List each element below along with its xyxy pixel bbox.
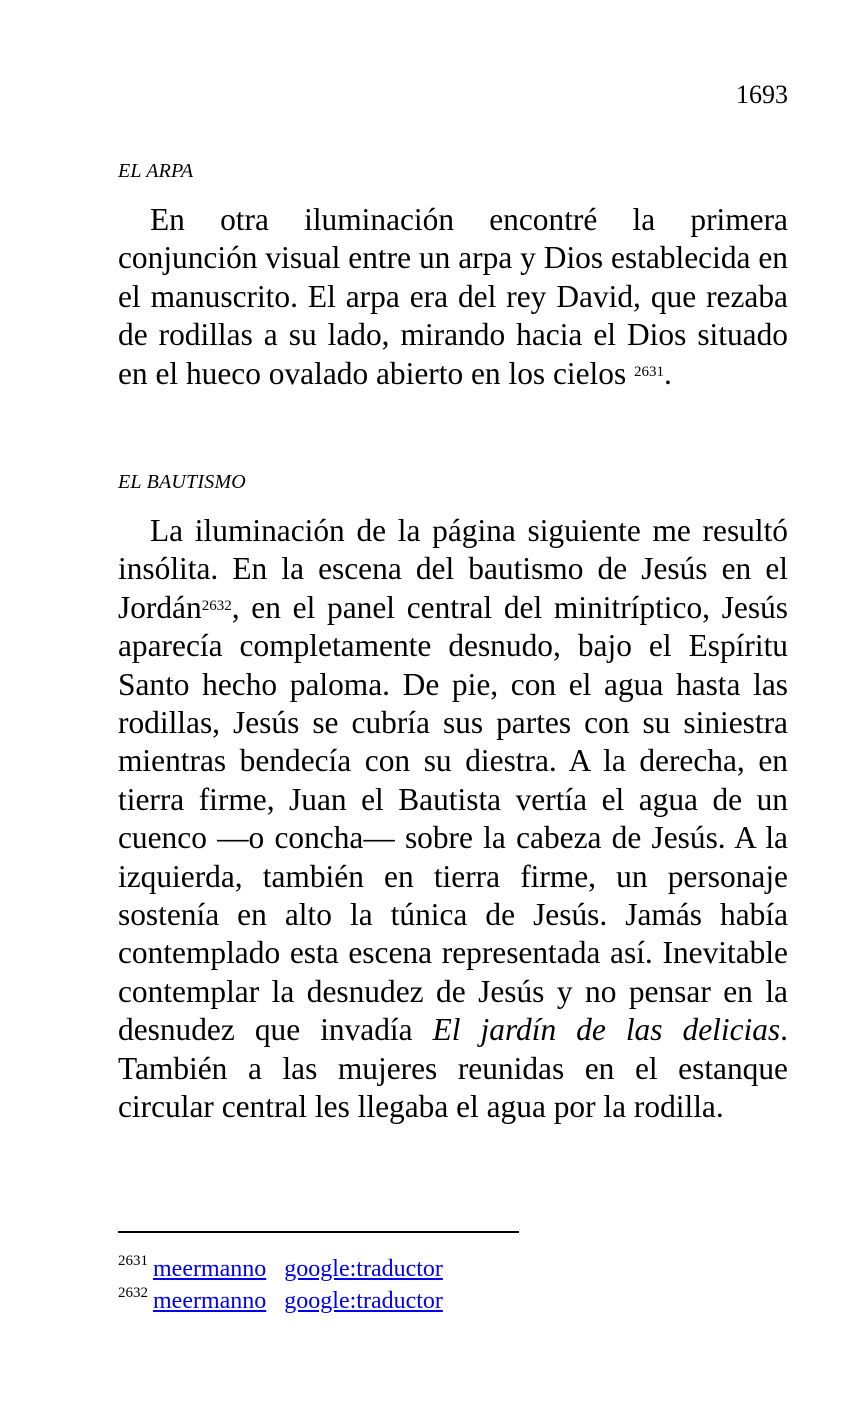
- footnote-separator: [118, 1231, 519, 1233]
- paragraph-text: .: [664, 355, 672, 391]
- paragraph-arpa: [118, 201, 788, 393]
- italic-work-title: El jardín de las delicias: [432, 1012, 781, 1048]
- section-title-bautismo: EL BAUTISMO: [118, 471, 246, 493]
- paragraph-bautismo: [118, 512, 788, 1127]
- paragraph-text: , en el panel central del minitríptico, Jesús aparecía completamente desnudo, bajo el Espíritu Santo hecho paloma. De pie, con el agua hasta las rodillas, Jesús se cubría sus partes con su siniestra mientras bendecía con su diestra. A la derecha, en tierra firme, Juan el Bautista vertía el agua de un cuenco —o concha— sobre la cabeza de Jesús. A la izquierda, también en tierra firme, un personaje sostenía en alto la túnica de Jesús. Jamás había contemplado esta escena representada así. Inevitable contemplar la desnudez de Jesús y no pensar en la desnudez que invadía: [118, 589, 788, 1048]
- footnote-number: 2632: [118, 1285, 148, 1301]
- footnote-link-meermanno[interactable]: meermanno: [153, 1288, 267, 1314]
- footnote-link-translator[interactable]: google:traductor: [284, 1288, 443, 1314]
- paragraph-text: La iluminación de la página siguiente me resultó insólita. En la escena del bautismo de Jesús en el Jordán: [118, 513, 788, 625]
- footnote-number: 2631: [118, 1253, 148, 1269]
- section-title-arpa: EL ARPA: [118, 160, 194, 182]
- paragraph-text: En otra iluminación encontré la primera conjunción visual entre un arpa y Dios establecida en el manuscrito. El arpa era del rey David, que rezaba de rodillas a su lado, mirando hacia el Dios situado en el hueco ovalado abierto en los cielos: [118, 202, 788, 391]
- footnote-reference[interactable]: 2631: [634, 363, 665, 380]
- footnote: [118, 1254, 461, 1284]
- footnote-reference[interactable]: 2632: [201, 597, 232, 614]
- page-number: 1693: [736, 80, 788, 109]
- paragraph-text: . También a las mujeres reunidas en el estanque circular central les llegaba el agua por la rodilla.: [118, 1012, 788, 1125]
- footnote: [118, 1286, 461, 1316]
- footnote-link-meermanno[interactable]: meermanno: [153, 1256, 267, 1282]
- footnote-link-translator[interactable]: google:traductor: [284, 1256, 443, 1282]
